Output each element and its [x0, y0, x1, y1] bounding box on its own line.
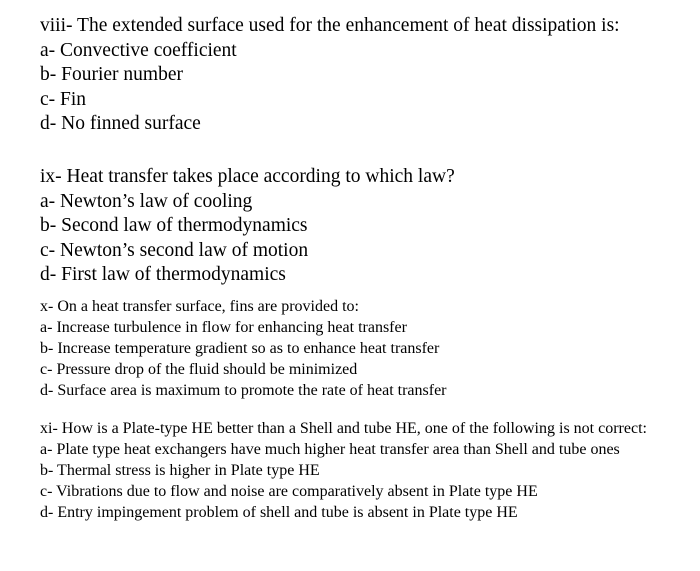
question-stem: [40, 296, 700, 317]
option-letter: d-: [40, 113, 57, 134]
option-letter: c-: [40, 88, 56, 110]
question-text: How is a Plate-type HE better than a Shell and tube HE, one of the following is not correct:: [61, 420, 647, 437]
option-a: [40, 439, 680, 460]
option-letter: c-: [40, 361, 53, 378]
question-stem: [40, 165, 700, 190]
question-xi: [40, 418, 680, 523]
question-text: Heat transfer takes place according to which law?: [66, 166, 455, 187]
option-letter: a-: [40, 319, 53, 336]
option-text: No finned surface: [61, 113, 201, 134]
question-stem: [40, 14, 700, 39]
option-text: Convective coefficient: [60, 39, 237, 61]
option-letter: a-: [40, 190, 56, 212]
option-a: [40, 39, 700, 64]
question-viii: [40, 14, 700, 137]
option-text: Surface area is maximum to promote the rate of heat transfer: [57, 382, 447, 399]
option-text: Entry impingement problem of shell and tube is absent in Plate type HE: [57, 504, 518, 521]
option-c: [40, 481, 680, 502]
option-text: Increase temperature gradient so as to enhance heat transfer: [57, 340, 440, 357]
question-text: On a heat transfer surface, fins are provided to:: [57, 298, 359, 315]
question-stem: [40, 418, 680, 439]
option-letter: b-: [40, 215, 57, 236]
option-letter: d-: [40, 264, 57, 285]
question-number: viii-: [40, 15, 73, 36]
option-text: First law of thermodynamics: [61, 264, 286, 285]
option-text: Newton’s second law of motion: [60, 239, 309, 261]
option-letter: c-: [40, 239, 56, 261]
question-ix: [40, 165, 700, 288]
option-c: [40, 359, 700, 380]
option-letter: b-: [40, 64, 57, 85]
option-d: [40, 263, 700, 288]
option-text: Fin: [60, 88, 87, 110]
question-x: [40, 296, 700, 401]
option-a: [40, 317, 700, 338]
option-letter: a-: [40, 39, 56, 61]
option-c: [40, 239, 700, 264]
option-text: Plate type heat exchangers have much higher heat transfer area than Shell and tube ones: [56, 441, 620, 458]
option-text: Vibrations due to flow and noise are comparatively absent in Plate type HE: [56, 483, 538, 500]
option-letter: c-: [40, 483, 53, 500]
question-number: ix-: [40, 166, 62, 187]
option-text: Newton’s law of cooling: [60, 190, 253, 212]
option-b: [40, 214, 700, 239]
option-letter: a-: [40, 441, 53, 458]
option-text: Thermal stress is higher in Plate type HE: [57, 462, 320, 479]
option-d: [40, 380, 700, 401]
option-letter: b-: [40, 340, 54, 357]
option-d: [40, 112, 700, 137]
option-c: [40, 88, 700, 113]
option-b: [40, 63, 700, 88]
option-a: [40, 190, 700, 215]
option-letter: b-: [40, 462, 54, 479]
question-number: xi-: [40, 420, 58, 437]
option-text: Second law of thermodynamics: [61, 215, 308, 236]
option-d: [40, 502, 680, 523]
option-text: Pressure drop of the fluid should be minimized: [56, 361, 358, 378]
option-b: [40, 460, 680, 481]
option-text: Fourier number: [61, 64, 183, 85]
option-letter: d-: [40, 504, 54, 521]
question-number: x-: [40, 298, 54, 315]
option-letter: d-: [40, 382, 54, 399]
option-text: Increase turbulence in flow for enhancing heat transfer: [56, 319, 407, 336]
question-text: The extended surface used for the enhancement of heat dissipation is:: [77, 15, 620, 36]
option-b: [40, 338, 700, 359]
